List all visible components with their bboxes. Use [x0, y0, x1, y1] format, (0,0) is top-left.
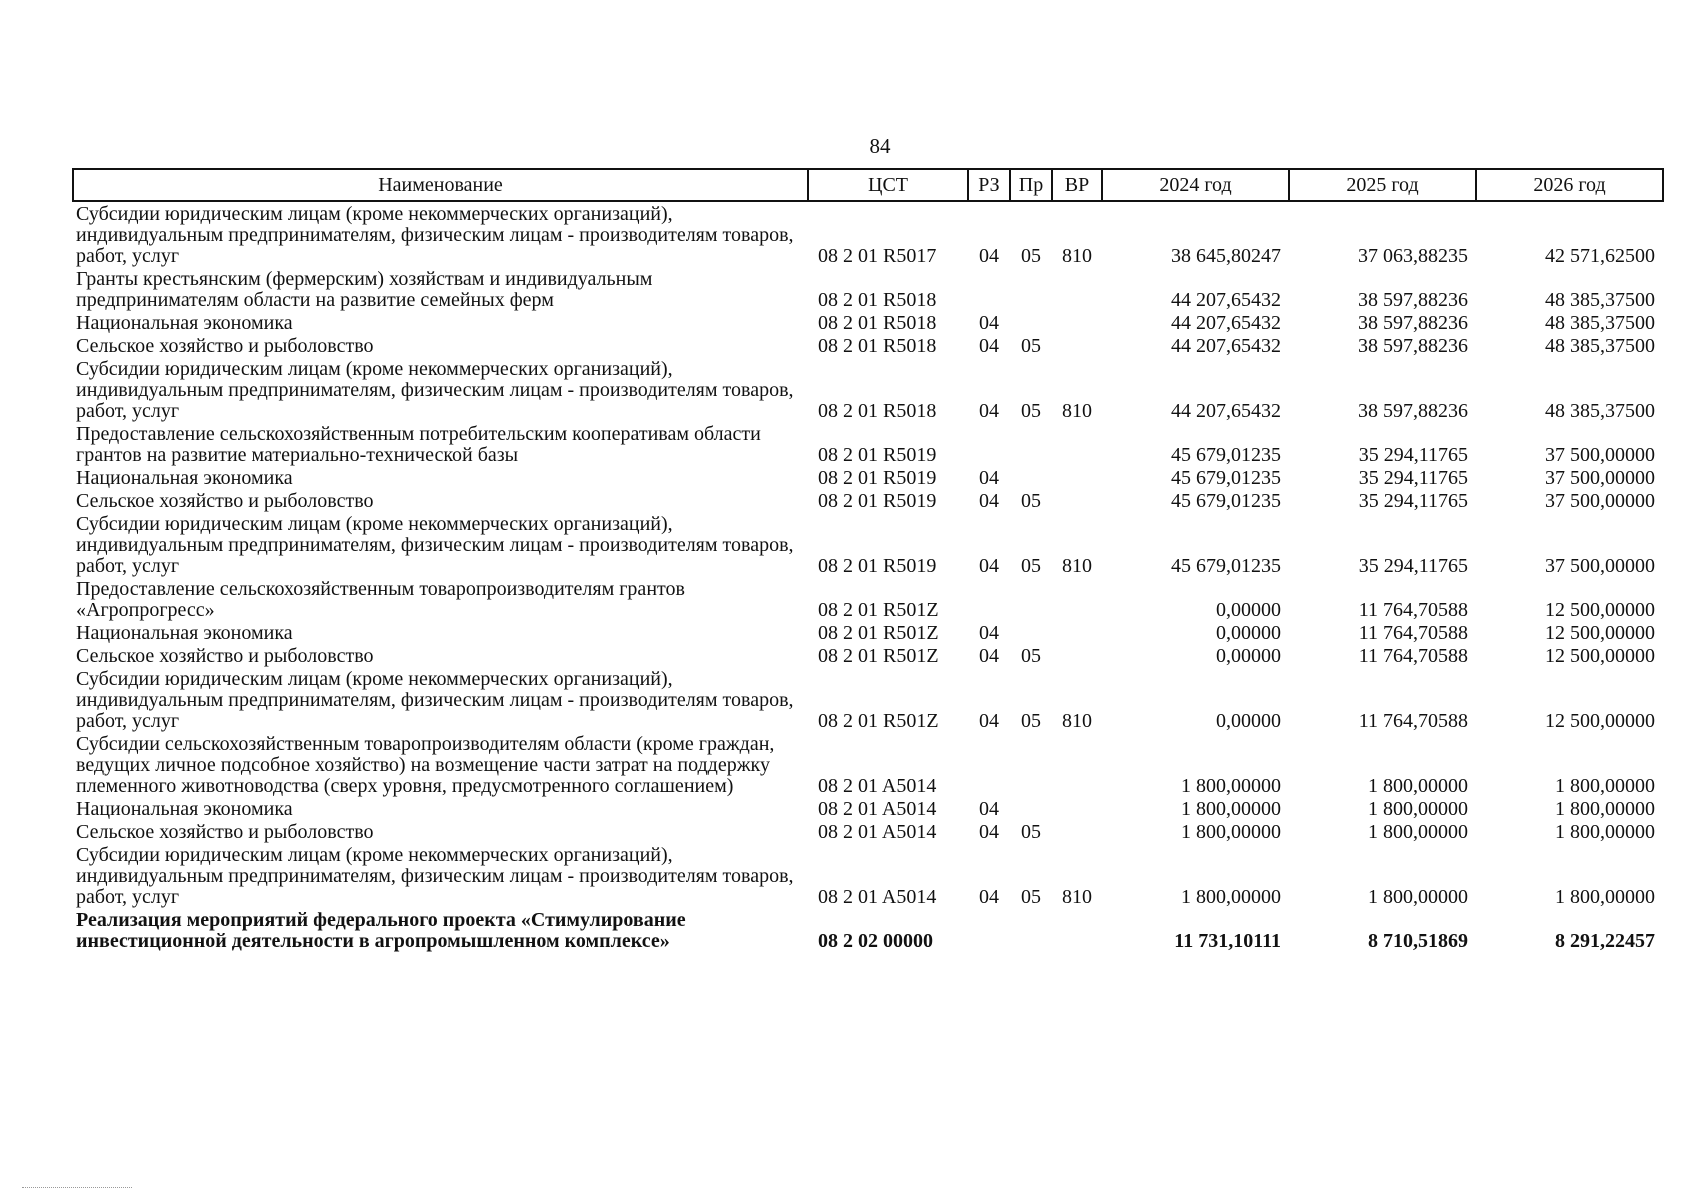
cell-2024: 45 679,01235: [1171, 490, 1281, 512]
cell-2025: 37 063,88235: [1358, 245, 1468, 267]
cell-2026: 1 800,00000: [1555, 798, 1655, 820]
cell-rz: 04: [979, 490, 999, 512]
header-2024: 2024 год: [1102, 169, 1289, 201]
cell-2025: 35 294,11765: [1358, 490, 1468, 512]
table-header-row: [73, 169, 1663, 201]
cell-vr: 810: [1062, 245, 1092, 267]
cell-name: Субсидии сельскохозяйственным товаропроизводителям области (кроме граждан, ведущих личное подсобное хозяйство) на возмещение части затрат на поддержку племенного животноводства (сверх уровня, предусмотренного соглашением): [76, 733, 775, 797]
cell-rz: 04: [979, 821, 999, 843]
cell-pr: [1010, 908, 1052, 952]
cell-vr: [1052, 489, 1102, 512]
cell-pr: 05: [1021, 400, 1041, 422]
cell-vr: 810: [1062, 555, 1092, 577]
cell-pr: [1010, 797, 1052, 820]
cell-name: Национальная экономика: [76, 798, 293, 820]
header-2026: 2026 год: [1476, 169, 1663, 201]
cell-2024: 1 800,00000: [1181, 798, 1281, 820]
cell-pr: [1010, 732, 1052, 797]
cell-name: Реализация мероприятий федерального проекта «Стимулирование инвестиционной деятельности в агропромышленном комплексе»: [76, 909, 686, 952]
table-row: [73, 422, 1663, 466]
cell-cst: 08 2 01 R5018: [818, 400, 937, 422]
cell-name: Национальная экономика: [76, 312, 293, 334]
cell-2026: 1 800,00000: [1555, 821, 1655, 843]
header-cst: ЦСТ: [808, 169, 968, 201]
cell-name: Субсидии юридическим лицам (кроме некоммерческих организаций), индивидуальным предпринимателям, физическим лицам - производителям товаров, работ, услуг: [76, 844, 794, 908]
cell-name: Национальная экономика: [76, 467, 293, 489]
cell-2025: 11 764,70588: [1358, 622, 1468, 644]
header-vr: ВР: [1052, 169, 1102, 201]
cell-vr: [1052, 621, 1102, 644]
cell-rz: 04: [979, 467, 999, 489]
cell-pr: 05: [1021, 710, 1041, 732]
cell-rz: [968, 732, 1010, 797]
cell-rz: [968, 267, 1010, 311]
cell-2025: 11 764,70588: [1358, 710, 1468, 732]
cell-2026: 37 500,00000: [1545, 444, 1655, 466]
cell-2024: 11 731,10111: [1174, 930, 1281, 952]
table-row: [73, 267, 1663, 311]
table-row: [73, 489, 1663, 512]
cell-2026: 12 500,00000: [1545, 599, 1655, 621]
cell-2025: 1 800,00000: [1368, 775, 1468, 797]
table-body: [73, 201, 1663, 952]
cell-2026: 12 500,00000: [1545, 710, 1655, 732]
cell-pr: [1010, 311, 1052, 334]
cell-cst: 08 2 02 00000: [818, 930, 933, 952]
cell-pr: 05: [1021, 245, 1041, 267]
cell-vr: 810: [1062, 400, 1092, 422]
cell-2026: 1 800,00000: [1555, 886, 1655, 908]
cell-cst: 08 2 01 R5018: [818, 289, 937, 311]
cell-cst: 08 2 01 R5019: [818, 555, 937, 577]
cell-rz: 04: [979, 798, 999, 820]
cell-pr: 05: [1021, 490, 1041, 512]
cell-vr: [1052, 334, 1102, 357]
cell-2026: 1 800,00000: [1555, 775, 1655, 797]
cell-vr: [1052, 422, 1102, 466]
cell-2025: 11 764,70588: [1358, 645, 1468, 667]
cell-2026: 48 385,37500: [1545, 335, 1655, 357]
cell-2025: 1 800,00000: [1368, 886, 1468, 908]
cell-2026: 48 385,37500: [1545, 312, 1655, 334]
cell-rz: 04: [979, 622, 999, 644]
cell-rz: 04: [979, 335, 999, 357]
cell-cst: 08 2 01 R5019: [818, 490, 937, 512]
cell-rz: [968, 908, 1010, 952]
cell-name: Субсидии юридическим лицам (кроме некоммерческих организаций), индивидуальным предпринимателям, физическим лицам - производителям товаров, работ, услуг: [76, 668, 794, 732]
cell-2025: 38 597,88236: [1358, 335, 1468, 357]
cell-pr: 05: [1021, 886, 1041, 908]
cell-2025: 35 294,11765: [1358, 444, 1468, 466]
cell-2024: 44 207,65432: [1171, 289, 1281, 311]
cell-cst: 08 2 01 R5019: [818, 444, 937, 466]
table-row: [73, 311, 1663, 334]
cell-cst: 08 2 01 R5018: [818, 312, 937, 334]
cell-2025: 35 294,11765: [1358, 555, 1468, 577]
cell-2026: 48 385,37500: [1545, 400, 1655, 422]
cell-vr: [1052, 732, 1102, 797]
cell-2024: 1 800,00000: [1181, 821, 1281, 843]
cell-2026: 37 500,00000: [1545, 490, 1655, 512]
cell-cst: 08 2 01 R501Z: [818, 645, 939, 667]
table-row: [73, 621, 1663, 644]
cell-name: Субсидии юридическим лицам (кроме некоммерческих организаций), индивидуальным предпринимателям, физическим лицам - производителям товаров, работ, услуг: [76, 513, 794, 577]
cell-vr: [1052, 311, 1102, 334]
cell-pr: [1010, 621, 1052, 644]
cell-rz: 04: [979, 710, 999, 732]
cell-2026: 37 500,00000: [1545, 555, 1655, 577]
cell-2025: 8 710,51869: [1368, 930, 1468, 952]
cell-name: Предоставление сельскохозяйственным товаропроизводителям грантов «Агропрогресс»: [76, 578, 685, 621]
cell-cst: 08 2 01 A5014: [818, 886, 937, 908]
cell-2024: 0,00000: [1216, 710, 1281, 732]
cell-cst: 08 2 01 R5019: [818, 467, 937, 489]
table-row: [73, 334, 1663, 357]
cell-pr: [1010, 267, 1052, 311]
table-row: [73, 667, 1663, 732]
cell-cst: 08 2 01 R5017: [818, 245, 937, 267]
cell-cst: 08 2 01 R5018: [818, 335, 937, 357]
cell-2024: 1 800,00000: [1181, 775, 1281, 797]
cell-2024: 44 207,65432: [1171, 335, 1281, 357]
header-name: Наименование: [73, 169, 808, 201]
scan-artifact-line: [22, 1187, 132, 1189]
cell-vr: 810: [1062, 886, 1092, 908]
cell-2024: 1 800,00000: [1181, 886, 1281, 908]
cell-2026: 48 385,37500: [1545, 289, 1655, 311]
page-number: 84: [869, 134, 891, 158]
cell-vr: [1052, 267, 1102, 311]
cell-rz: 04: [979, 886, 999, 908]
cell-name: Предоставление сельскохозяйственным потребительским кооперативам области грантов на развитие материально-технической базы: [76, 423, 761, 466]
cell-2024: 45 679,01235: [1171, 467, 1281, 489]
cell-2025: 1 800,00000: [1368, 798, 1468, 820]
cell-cst: 08 2 01 A5014: [818, 798, 937, 820]
cell-pr: 05: [1021, 555, 1041, 577]
cell-vr: [1052, 820, 1102, 843]
table-row: [73, 820, 1663, 843]
cell-vr: [1052, 466, 1102, 489]
cell-cst: 08 2 01 R501Z: [818, 599, 939, 621]
table-row: [73, 843, 1663, 908]
cell-2025: 38 597,88236: [1358, 400, 1468, 422]
cell-name: Гранты крестьянским (фермерским) хозяйствам и индивидуальным предпринимателям области на развитие семейных ферм: [76, 268, 653, 311]
cell-cst: 08 2 01 A5014: [818, 775, 937, 797]
cell-2024: 45 679,01235: [1171, 555, 1281, 577]
cell-2024: 0,00000: [1216, 622, 1281, 644]
cell-2026: 12 500,00000: [1545, 622, 1655, 644]
cell-pr: [1010, 577, 1052, 621]
cell-2026: 12 500,00000: [1545, 645, 1655, 667]
table-row: [73, 512, 1663, 577]
budget-table: [72, 168, 1664, 952]
cell-2024: 0,00000: [1216, 645, 1281, 667]
cell-2026: 8 291,22457: [1555, 930, 1655, 952]
header-rz: РЗ: [968, 169, 1010, 201]
cell-cst: 08 2 01 A5014: [818, 821, 937, 843]
cell-rz: 04: [979, 645, 999, 667]
table-row: [73, 797, 1663, 820]
cell-vr: [1052, 644, 1102, 667]
cell-pr: [1010, 466, 1052, 489]
cell-2025: 1 800,00000: [1368, 821, 1468, 843]
cell-vr: [1052, 797, 1102, 820]
cell-rz: 04: [979, 400, 999, 422]
cell-rz: 04: [979, 245, 999, 267]
cell-2024: 45 679,01235: [1171, 444, 1281, 466]
table-row: [73, 577, 1663, 621]
cell-2025: 11 764,70588: [1358, 599, 1468, 621]
table-row: [73, 201, 1663, 267]
cell-2025: 38 597,88236: [1358, 289, 1468, 311]
header-2025: 2025 год: [1289, 169, 1476, 201]
cell-rz: [968, 422, 1010, 466]
cell-vr: [1052, 577, 1102, 621]
cell-rz: 04: [979, 555, 999, 577]
cell-name: Сельское хозяйство и рыболовство: [76, 645, 374, 667]
cell-pr: 05: [1021, 821, 1041, 843]
table-row: [73, 644, 1663, 667]
cell-2024: 44 207,65432: [1171, 400, 1281, 422]
cell-2026: 42 571,62500: [1545, 245, 1655, 267]
cell-pr: 05: [1021, 645, 1041, 667]
cell-rz: 04: [979, 312, 999, 334]
cell-name: Субсидии юридическим лицам (кроме некоммерческих организаций), индивидуальным предпринимателям, физическим лицам - производителям товаров, работ, услуг: [76, 203, 794, 267]
cell-2024: 0,00000: [1216, 599, 1281, 621]
cell-name: Сельское хозяйство и рыболовство: [76, 821, 374, 843]
cell-name: Сельское хозяйство и рыболовство: [76, 335, 374, 357]
cell-2024: 38 645,80247: [1171, 245, 1281, 267]
header-pr: Пр: [1010, 169, 1052, 201]
table-row: [73, 732, 1663, 797]
cell-2024: 44 207,65432: [1171, 312, 1281, 334]
table-row: [73, 357, 1663, 422]
cell-pr: 05: [1021, 335, 1041, 357]
cell-cst: 08 2 01 R501Z: [818, 710, 939, 732]
cell-name: Национальная экономика: [76, 622, 293, 644]
cell-vr: [1052, 908, 1102, 952]
cell-2025: 35 294,11765: [1358, 467, 1468, 489]
table-row: [73, 466, 1663, 489]
cell-2026: 37 500,00000: [1545, 467, 1655, 489]
cell-vr: 810: [1062, 710, 1092, 732]
table-row: [73, 908, 1663, 952]
cell-rz: [968, 577, 1010, 621]
cell-pr: [1010, 422, 1052, 466]
cell-cst: 08 2 01 R501Z: [818, 622, 939, 644]
cell-name: Сельское хозяйство и рыболовство: [76, 490, 374, 512]
cell-2025: 38 597,88236: [1358, 312, 1468, 334]
cell-name: Субсидии юридическим лицам (кроме некоммерческих организаций), индивидуальным предпринимателям, физическим лицам - производителям товаров, работ, услуг: [76, 358, 794, 422]
